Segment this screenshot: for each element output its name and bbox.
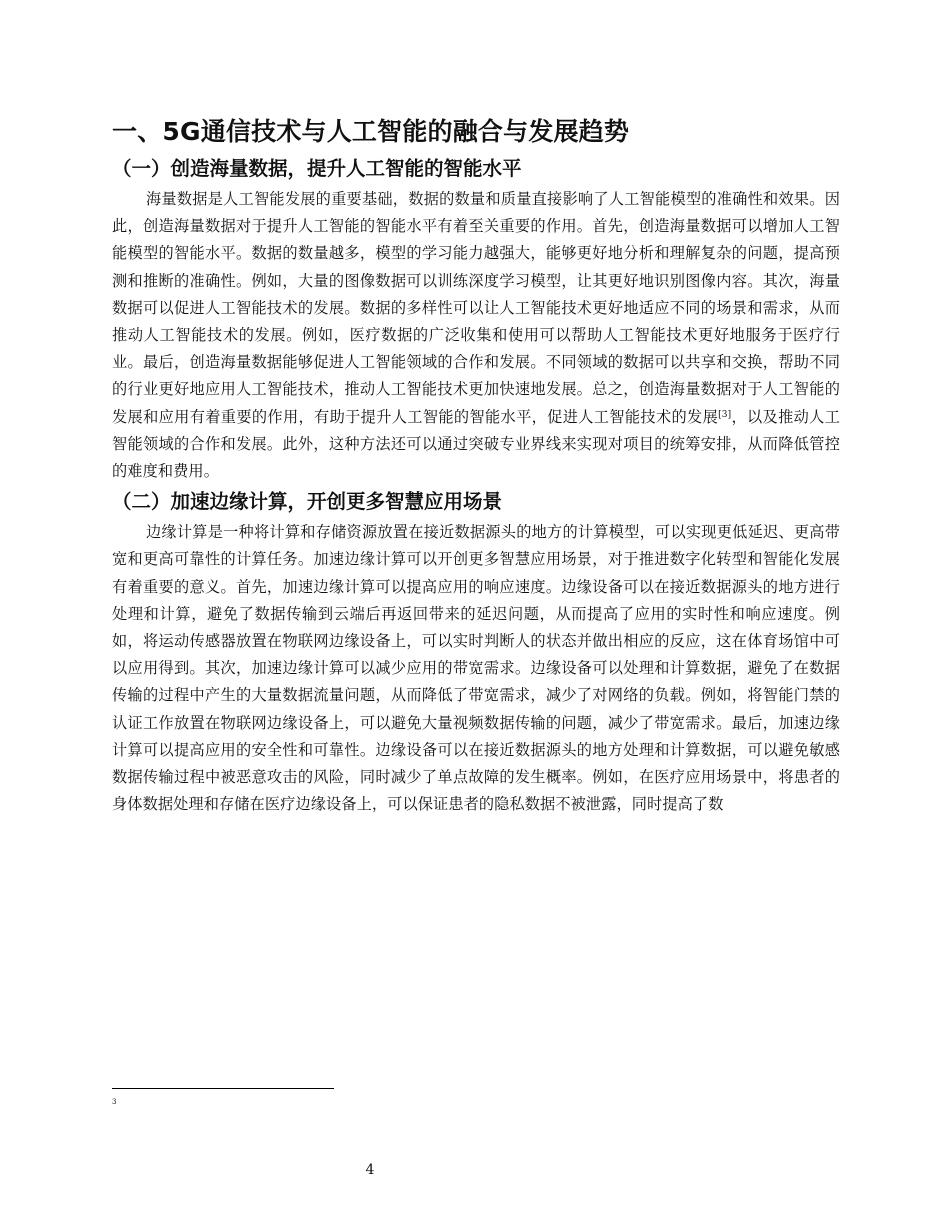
section-1-text-continued: ，以及推动人工智能领域的合作和发展。此外，这种方法还可以通过突破专业界线来实现对项目的统筹安排，从而降低管控的难度和费用。 bbox=[112, 407, 840, 481]
section-2-paragraph: 边缘计算是一种将计算和存储资源放置在接近数据源头的地方的计算模型，可以实现更低延迟、更高带宽和更高可靠性的计算任务。加速边缘计算可以开创更多智慧应用场景，对于推进数字化转型和智能化发展有着重要的意义。首先，加速边缘计算可以提高应用的响应速度。边缘设备可以在接近数据源头的地方进行处理和计算，避免了数据传输到云端后再返回带来的延迟问题，从而提高了应用的实时性和响应速度。例如，将运动传感器放置在物联网边缘设备上，可以实时判断人的状态并做出相应的反应，这在体育场馆中可以应用得到。其次，加速边缘计算可以减少应用的带宽需求。边缘设备可以处理和计算数据，避免了在数据传输的过程中产生的大量数据流量问题，从而降低了带宽需求，减少了对网络的负载。例如，将智能门禁的认证工作放置在物联网边缘设备上，可以避免大量视频数据传输的问题，减少了带宽需求。最后，加速边缘计算可以提高应用的安全性和可靠性。边缘设备可以在接近数据源头的地方处理和计算数据，可以避免敏感数据传输过程中被恶意攻击的风险，同时减少了单点故障的发生概率。例如，在医疗应用场景中，将患者的身体数据处理和存储在医疗边缘设备上，可以保证患者的隐私数据不被泄露，同时提高了数 bbox=[112, 523, 840, 814]
section-heading-2: （二）加速边缘计算，开创更多智慧应用场景 bbox=[112, 490, 503, 514]
page-number: 4 bbox=[365, 1162, 375, 1178]
reference-marker[interactable]: [3] bbox=[718, 409, 732, 420]
chapter-heading: 一、5G通信技术与人工智能的融合与发展趋势 bbox=[112, 117, 630, 146]
section-heading-1: （一）创造海量数据，提升人工智能的智能水平 bbox=[112, 157, 522, 180]
footnote-separator bbox=[112, 1088, 334, 1089]
section-1-text: 海量数据是人工智能发展的重要基础，数据的数量和质量直接影响了人工智能模型的准确性和效果。因此，创造海量数据对于提升人工智能的智能水平有着至关重要的作用。首先，创造海量数据可以增加人工智能模型的智能水平。数据的数量越多，模型的学习能力越强大，能够更好地分析和理解复杂的问题，提高预测和推断的准确性。例如，大量的图像数据可以训练深度学习模型，让其更好地识别图像内容。其次，海量数据可以促进人工智能技术的发展。数据的多样性可以让人工智能技术更好地适应不同的场景和需求，从而推动人工智能技术的发展。例如，医疗数据的广泛收集和使用可以帮助人工智能技术更好地服务于医疗行业。最后，创造海量数据能够促进人工智能领域的合作和发展。不同领域的数据可以共享和交换，帮助不同的行业更好地应用人工智能技术，推动人工智能技术更加快速地发展。总之，创造海量数据对于人工智能的发展和应用有着重要的作用，有助于提升人工智能的智能水平，促进人工智能技术的发展 bbox=[112, 190, 840, 426]
document-body bbox=[112, 112, 840, 818]
section-1-paragraph bbox=[112, 186, 840, 485]
footnote: 3 bbox=[112, 1098, 117, 1106]
